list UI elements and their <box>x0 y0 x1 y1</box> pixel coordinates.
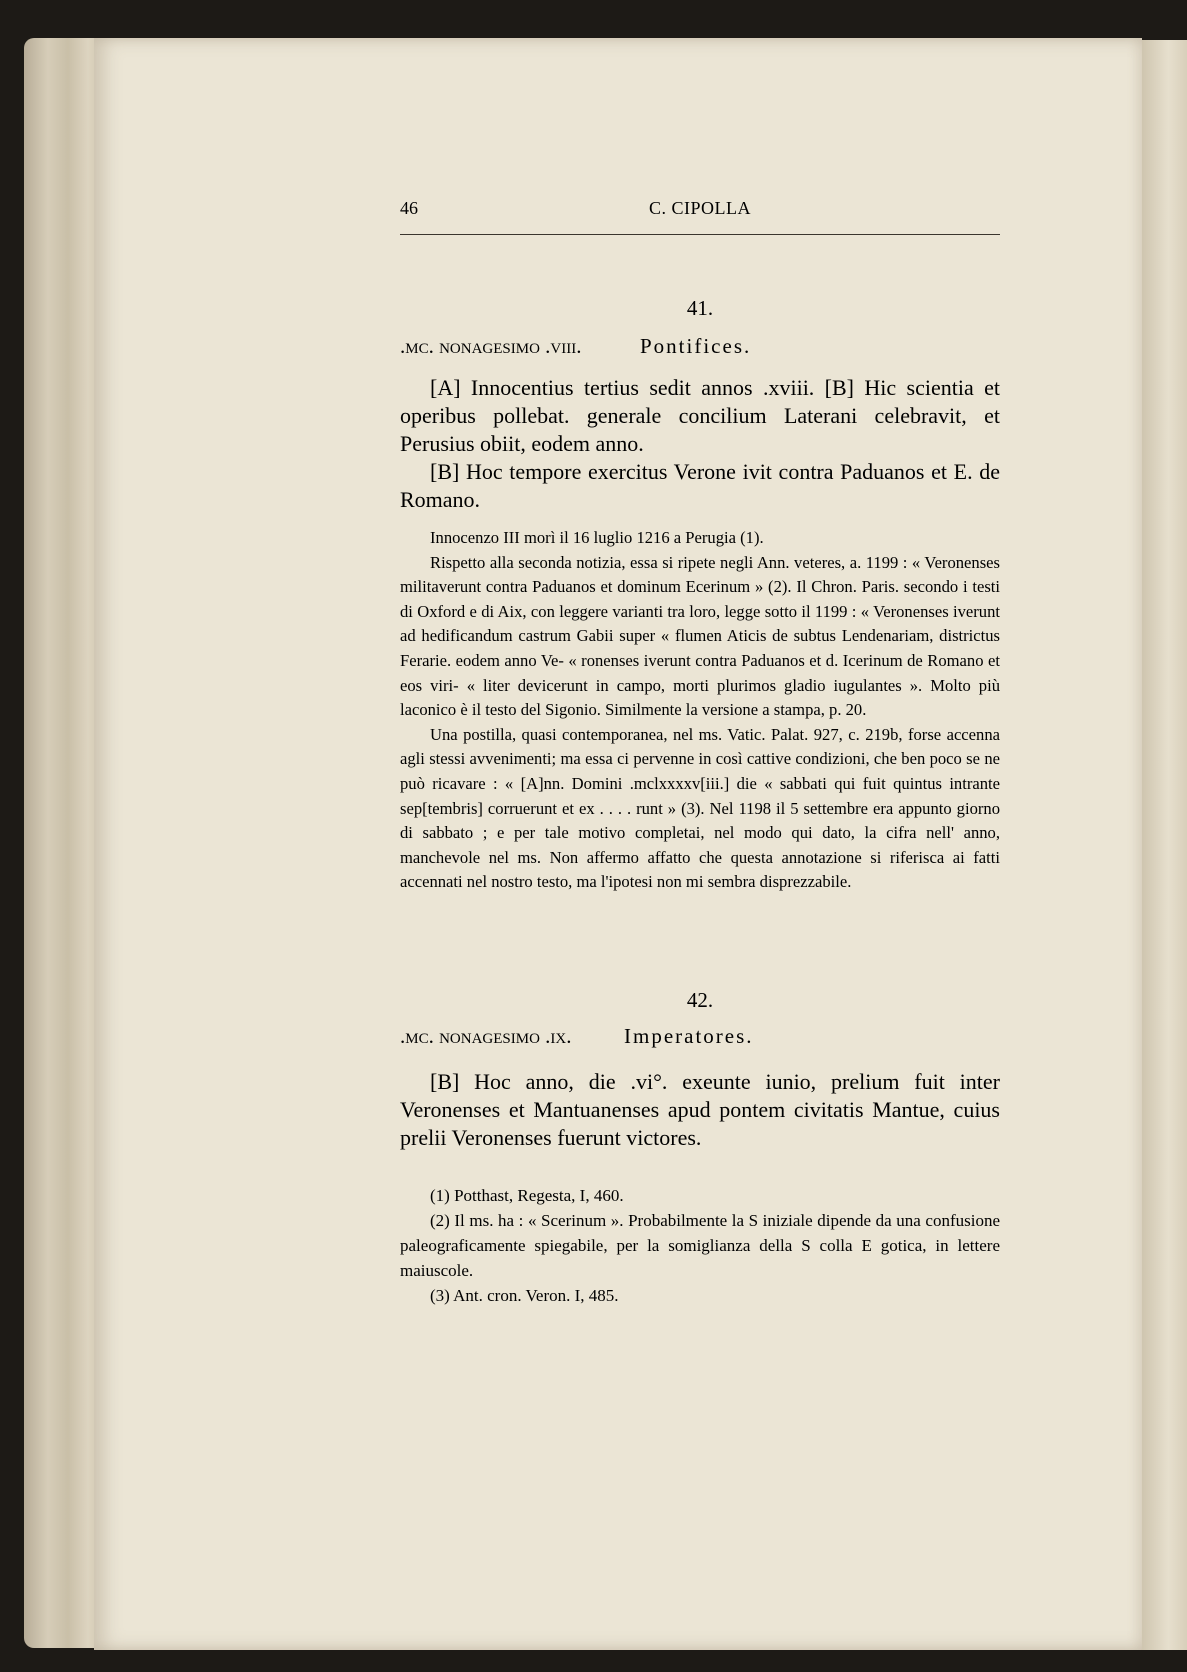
header-rule <box>400 234 1000 235</box>
main-text-block <box>400 374 1000 514</box>
section-rubric: Pontifices. <box>640 334 752 358</box>
footnote: (3) Ant. cron. Veron. I, 485. <box>430 1286 619 1305</box>
facing-page-edge <box>1140 40 1187 1650</box>
commentary-paragraph: Una postilla, quasi contemporanea, nel ms. Vatic. Palat. 927, c. 219b, forse accenna agli stessi avvenimenti; ma essa ci pervenne in così cattive condizioni, che ben poco se ne può ricavare : « [A]nn. Domini .mclxxxxv[iii.] die « sabbati qui fuit quintus intrante sep[tembris] corruerunt et ex . . . . runt » (3). Nel 1198 il 5 settembre era appunto giorno di sabbato ; e per tale motivo completai, nel modo qui dato, la cifra nell' anno, manchevole nel ms. Non affermo affatto che questa annotazione si riferisca ai fatti accennati nel nostro testo, ma l'ipotesi non mi sembra disprezzabile. <box>400 724 1000 892</box>
section-number: 42. <box>686 988 714 1012</box>
section-rubric: Imperatores. <box>624 1024 754 1048</box>
book-page-stack-left <box>24 38 104 1648</box>
section-year: .mc. nonagesimo .viii. <box>400 334 582 358</box>
footnote: (1) Potthast, Regesta, I, 460. <box>430 1186 624 1205</box>
section-number: 41. <box>686 296 714 320</box>
footnotes <box>400 1183 1000 1308</box>
main-paragraph: [A] Innocentius tertius sedit annos .xviii. [B] Hic scientia et operibus pollebat. generale concilium Laterani celebravit, et Perusius obiit, eodem anno. <box>400 375 1000 456</box>
commentary-paragraph: Rispetto alla seconda notizia, essa si ripete negli Ann. veteres, a. 1199 : « Veronenses militaverunt contra Paduanos et dominum Ecerinum » (2). Il Chron. Paris. secondo i testi di Oxford e di Aix, con leggere varianti tra loro, legge sotto il 1199 : « Veronenses iverunt ad hedificandum castrum Gabii super « flumen Aticis de subtus Lendenariam, districtus Ferarie. eodem anno Ve- « ronenses iverunt contra Paduanos et d. Icerinum de Romano et eos viri- « liter devicerunt in campo, morti plurimos gladio iugulantes ». Molto più laconico è il testo del Sigonio. Similmente la versione a stampa, p. 20. <box>400 552 1000 720</box>
page-number: 46 <box>400 198 418 218</box>
footnote: (2) Il ms. ha : « Scerinum ». Probabilmente la S iniziale dipende da una confusione paleograficamente spiegabile, per la somiglianza della S colla E gotica, in lettere maiuscole. <box>400 1211 1000 1280</box>
running-head <box>400 198 1000 224</box>
section-year: .mc. nonagesimo .ix. <box>400 1024 572 1048</box>
main-paragraph: [B] Hoc tempore exercitus Verone ivit contra Paduanos et E. de Romano. <box>400 459 1000 512</box>
main-text-block <box>400 1068 1000 1152</box>
commentary-paragraph: Innocenzo III morì il 16 luglio 1216 a Perugia (1). <box>430 528 764 547</box>
commentary-block <box>400 526 1000 895</box>
main-paragraph: [B] Hoc anno, die .vi°. exeunte iunio, prelium fuit inter Veronenses et Mantuanenses apud pontem civitatis Mantue, cuius prelii Veronenses fuerunt victores. <box>400 1069 1000 1150</box>
running-title: C. CIPOLLA <box>648 198 751 218</box>
